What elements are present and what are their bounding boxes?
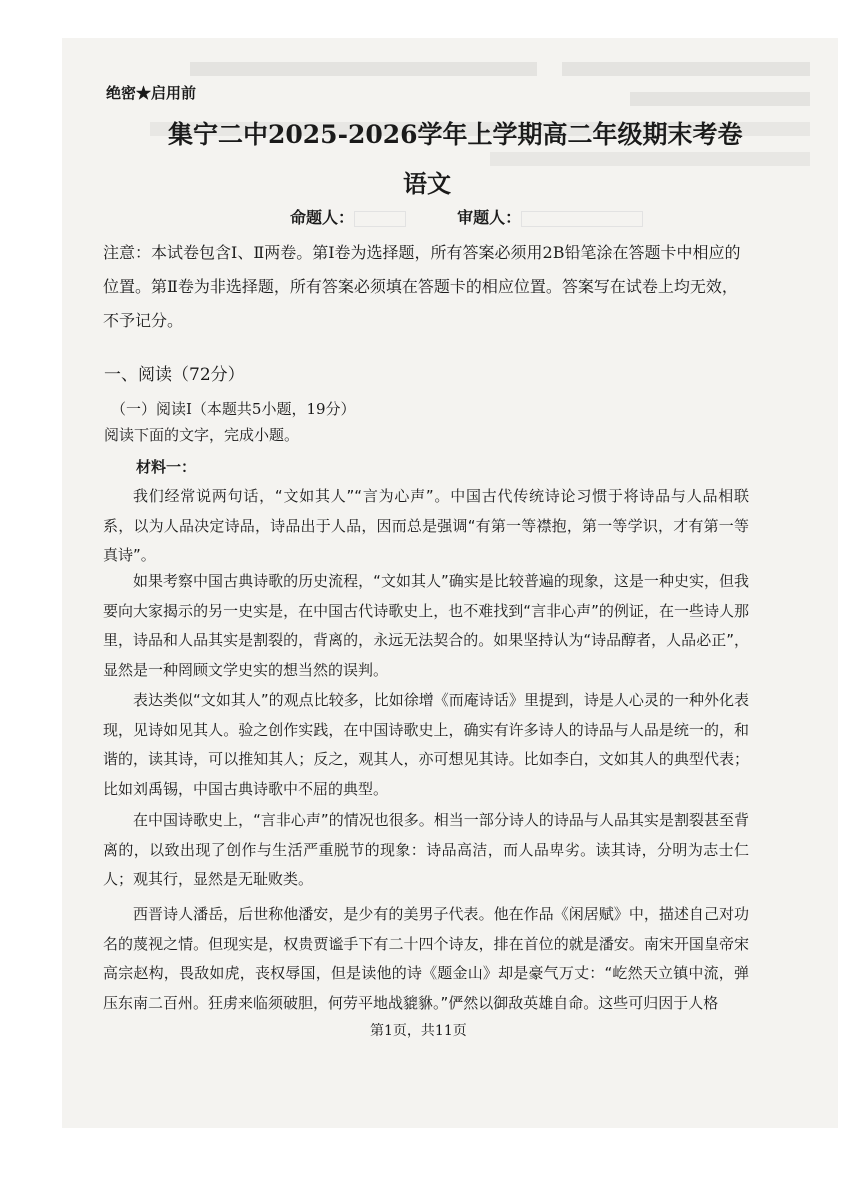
subsection-heading: （一）阅读Ⅰ（本题共5小题，19分） xyxy=(111,400,356,418)
confidential-mark: 绝密★启用前 xyxy=(106,84,197,102)
paragraph-3: 表达类似“文如其人”的观点比较多，比如徐增《而庵诗话》里提到，诗是人心灵的一种外化表现，见诗如见其人。验之创作实践，在中国诗歌史上，确实有许多诗人的诗品与人品是统一的，和谐的，读其诗，可以推知其人；反之，观其人，亦可想见其诗。比如李白，文如其人的典型代表；比如刘禹锡，中国古典诗歌中不屈的典型。 xyxy=(103,691,749,798)
reading-instruction: 阅读下面的文字，完成小题。 xyxy=(104,426,300,444)
redacted-reviewer-name xyxy=(521,211,643,227)
subject-title: 语文 xyxy=(403,169,451,198)
reviewer-label: 审题人： xyxy=(457,208,522,227)
paragraph-4: 在中国诗歌史上，“言非心声”的情况也很多。相当一部分诗人的诗品与人品其实是割裂甚至背离的，以致出现了创作与生活严重脱节的现象：诗品高洁，而人品卑劣。读其诗，分明为志士仁人；观其行，显然是无耻败类。 xyxy=(103,811,749,888)
paragraph-1: 我们经常说两句话，“文如其人”“言为心声”。中国古代传统诗论习惯于将诗品与人品相联系，以为人品决定诗品，诗品出于人品，因而总是强调“有第一等襟抱，第一等学识，才有第一等真诗”。 xyxy=(103,487,749,564)
paragraph-2: 如果考察中国古典诗歌的历史流程，“文如其人”确实是比较普遍的现象，这是一种史实，但我要向大家揭示的另一史实是，在中国古代诗歌史上，也不难找到“言非心声”的例证，在一些诗人那里，诗品和人品其实是割裂的，背离的，永远无法契合的。如果坚持认为“诗品醇者，人品必正”，显然是一种罔顾文学史实的想当然的误判。 xyxy=(103,572,749,679)
material-label: 材料一： xyxy=(136,458,197,476)
setter-label: 命题人： xyxy=(290,208,355,227)
author-line xyxy=(290,205,643,228)
page-footer: 第1页，共11页 xyxy=(370,1023,467,1039)
section-heading: 一、阅读（72分） xyxy=(104,365,245,385)
exam-notice: 注意：本试卷包含Ⅰ、Ⅱ两卷。第Ⅰ卷为选择题，所有答案必须用2B铅笔涂在答题卡中相应的位置。第Ⅱ卷为非选择题，所有答案必须填在答题卡的相应位置。答案写在试卷上均无效，不予记分。 xyxy=(103,243,741,330)
paragraph-5: 西晋诗人潘岳，后世称他潘安，是少有的美男子代表。他在作品《闲居赋》中，描述自己对功名的蔑视之情。但现实是，权贵贾谧手下有二十四个诗友，排在首位的就是潘安。南宋开国皇帝宋高宗赵构，畏敌如虎，丧权辱国，但是读他的诗《题金山》却是豪气万丈：“屹然天立镇中流，弹压东南二百州。狂虏来临须破胆，何劳平地战貔貅。”俨然以御敌英雄自命。这些可归因于人格 xyxy=(103,905,749,1012)
exam-title: 集宁二中2025-2026学年上学期高二年级期末考卷 xyxy=(168,120,743,149)
redacted-setter-name xyxy=(354,211,406,227)
